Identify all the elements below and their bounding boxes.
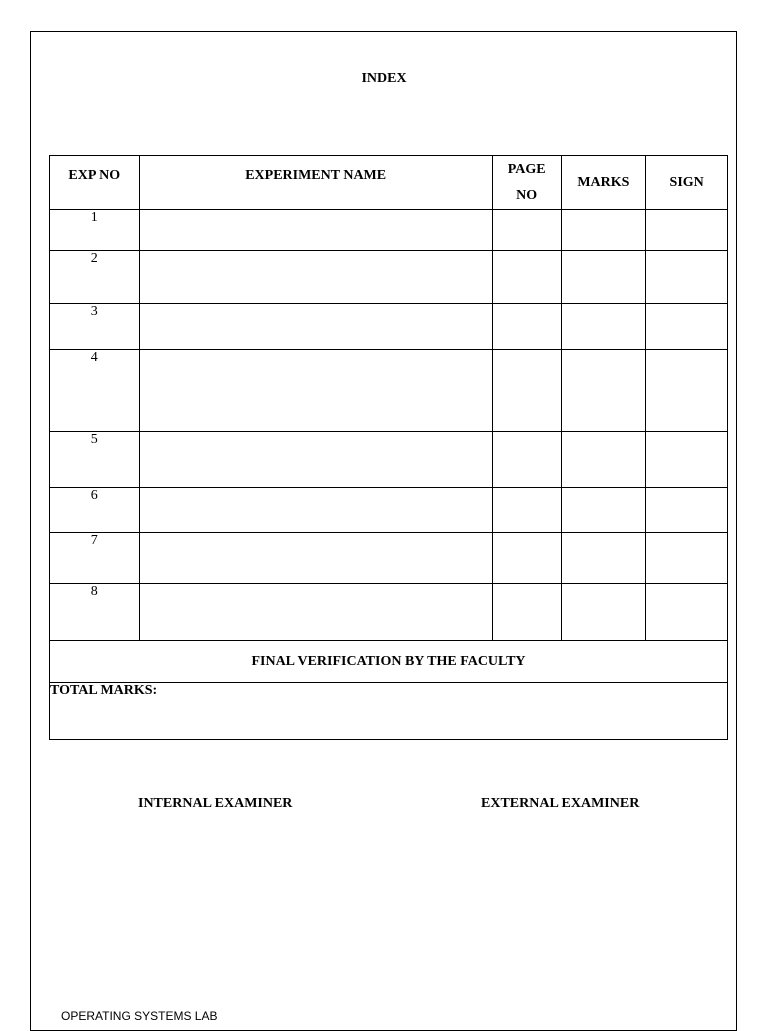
- experiment-name-cell: [139, 304, 492, 350]
- table-row: [50, 251, 728, 304]
- final-verification-label: FINAL VERIFICATION BY THE FACULTY: [50, 641, 728, 683]
- header-marks: MARKS: [561, 156, 646, 210]
- header-exp-no-label: EXP NO: [68, 167, 121, 183]
- page-no-cell: [492, 304, 561, 350]
- header-page-no: [492, 156, 561, 210]
- marks-cell: [561, 488, 646, 533]
- sign-cell: [646, 533, 728, 584]
- index-table: [49, 155, 728, 740]
- total-marks-row: [50, 683, 728, 740]
- marks-cell: [561, 584, 646, 641]
- marks-cell: [561, 210, 646, 251]
- experiment-name-cell: [139, 251, 492, 304]
- header-experiment-name-label: EXPERIMENT NAME: [245, 167, 387, 183]
- header-page-no-line1: PAGE: [507, 161, 546, 177]
- table-row: [50, 488, 728, 533]
- footer-lab-name: OPERATING SYSTEMS LAB: [61, 1009, 218, 1023]
- page-no-cell: [492, 251, 561, 304]
- table-row: [50, 584, 728, 641]
- marks-cell: [561, 304, 646, 350]
- marks-cell: [561, 533, 646, 584]
- table-header-row: [50, 156, 728, 210]
- header-page-no-line2: NO: [516, 187, 538, 203]
- page-title: INDEX: [361, 71, 407, 86]
- external-examiner-label: EXTERNAL EXAMINER: [481, 796, 640, 811]
- sign-cell: [646, 251, 728, 304]
- experiment-name-cell: [139, 210, 492, 251]
- page-no-cell: [492, 350, 561, 432]
- page-no-cell: [492, 210, 561, 251]
- table-row: [50, 304, 728, 350]
- table-row: [50, 432, 728, 488]
- sign-cell: [646, 304, 728, 350]
- exp-number: 7: [50, 533, 140, 584]
- page-no-cell: [492, 432, 561, 488]
- marks-cell: [561, 251, 646, 304]
- experiment-name-cell: [139, 533, 492, 584]
- header-exp-no: [50, 156, 140, 210]
- exp-number: 3: [50, 304, 140, 350]
- exp-number: 6: [50, 488, 140, 533]
- experiment-name-cell: [139, 432, 492, 488]
- marks-cell: [561, 432, 646, 488]
- experiment-name-cell: [139, 488, 492, 533]
- table-row: [50, 533, 728, 584]
- marks-cell: [561, 350, 646, 432]
- experiment-name-cell: [139, 584, 492, 641]
- final-verification-row: [50, 641, 728, 683]
- internal-examiner-label: INTERNAL EXAMINER: [138, 796, 293, 811]
- exp-number: 2: [50, 251, 140, 304]
- exp-number: 4: [50, 350, 140, 432]
- page-no-cell: [492, 584, 561, 641]
- header-sign: SIGN: [646, 156, 728, 210]
- exp-number: 5: [50, 432, 140, 488]
- table-row: [50, 210, 728, 251]
- experiment-name-cell: [139, 350, 492, 432]
- sign-cell: [646, 488, 728, 533]
- page-no-cell: [492, 488, 561, 533]
- page-no-cell: [492, 533, 561, 584]
- sign-cell: [646, 432, 728, 488]
- table-row: [50, 350, 728, 432]
- sign-cell: [646, 350, 728, 432]
- exp-number: 1: [50, 210, 140, 251]
- sign-cell: [646, 584, 728, 641]
- total-marks-label: TOTAL MARKS:: [50, 683, 728, 740]
- exp-number: 8: [50, 584, 140, 641]
- header-experiment-name: [139, 156, 492, 210]
- sign-cell: [646, 210, 728, 251]
